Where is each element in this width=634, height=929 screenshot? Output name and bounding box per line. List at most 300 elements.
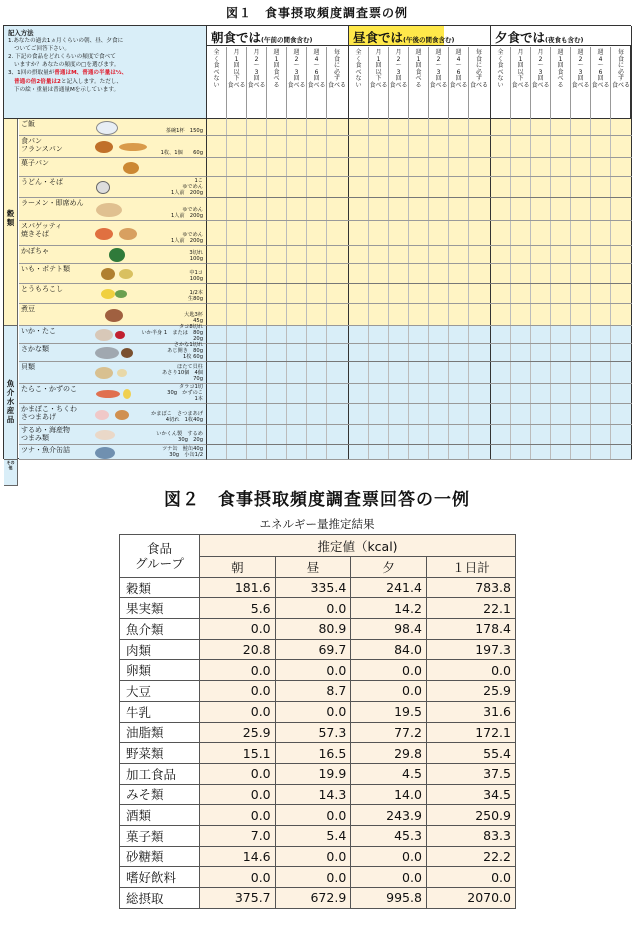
frequency-checkbox-cell[interactable] [591,264,611,283]
frequency-checkbox-cell[interactable] [369,362,389,383]
frequency-checkbox-cell[interactable] [327,177,349,197]
frequency-checkbox-cell[interactable] [247,264,267,283]
frequency-checkbox-cell[interactable] [611,326,632,343]
frequency-checkbox-cell[interactable] [409,136,429,157]
frequency-checkbox-cell[interactable] [531,326,551,343]
frequency-checkbox-cell[interactable] [227,304,247,325]
frequency-checkbox-cell[interactable] [531,264,551,283]
frequency-checkbox-cell[interactable] [551,362,571,383]
frequency-checkbox-cell[interactable] [469,246,491,263]
frequency-checkbox-cell[interactable] [287,284,307,303]
frequency-checkbox-cell[interactable] [287,344,307,361]
frequency-checkbox-cell[interactable] [267,445,287,459]
frequency-checkbox-cell[interactable] [409,404,429,424]
frequency-checkbox-cell[interactable] [287,198,307,220]
frequency-checkbox-cell[interactable] [511,221,531,245]
frequency-checkbox-cell[interactable] [531,136,551,157]
frequency-checkbox-cell[interactable] [409,198,429,220]
frequency-checkbox-cell[interactable] [531,404,551,424]
frequency-checkbox-cell[interactable] [409,304,429,325]
frequency-checkbox-cell[interactable] [449,246,469,263]
frequency-checkbox-cell[interactable] [409,284,429,303]
frequency-checkbox-cell[interactable] [207,246,227,263]
frequency-checkbox-cell[interactable] [307,198,327,220]
frequency-checkbox-cell[interactable] [469,136,491,157]
frequency-checkbox-cell[interactable] [327,284,349,303]
frequency-checkbox-cell[interactable] [491,362,511,383]
frequency-checkbox-cell[interactable] [307,246,327,263]
frequency-checkbox-cell[interactable] [491,119,511,135]
frequency-checkbox-cell[interactable] [247,445,267,459]
frequency-checkbox-cell[interactable] [287,384,307,403]
frequency-checkbox-cell[interactable] [327,158,349,176]
frequency-checkbox-cell[interactable] [531,246,551,263]
frequency-checkbox-cell[interactable] [511,264,531,283]
frequency-checkbox-cell[interactable] [247,425,267,444]
frequency-checkbox-cell[interactable] [469,284,491,303]
frequency-checkbox-cell[interactable] [591,136,611,157]
frequency-checkbox-cell[interactable] [591,221,611,245]
frequency-checkbox-cell[interactable] [349,246,369,263]
frequency-checkbox-cell[interactable] [571,158,591,176]
frequency-checkbox-cell[interactable] [267,362,287,383]
frequency-checkbox-cell[interactable] [511,198,531,220]
frequency-checkbox-cell[interactable] [287,326,307,343]
frequency-checkbox-cell[interactable] [409,425,429,444]
frequency-checkbox-cell[interactable] [207,445,227,459]
frequency-checkbox-cell[interactable] [611,136,632,157]
frequency-checkbox-cell[interactable] [591,362,611,383]
frequency-checkbox-cell[interactable] [491,177,511,197]
frequency-checkbox-cell[interactable] [267,136,287,157]
frequency-checkbox-cell[interactable] [591,344,611,361]
frequency-checkbox-cell[interactable] [369,177,389,197]
frequency-checkbox-cell[interactable] [389,344,409,361]
frequency-checkbox-cell[interactable] [429,425,449,444]
frequency-checkbox-cell[interactable] [227,425,247,444]
frequency-checkbox-cell[interactable] [449,158,469,176]
frequency-checkbox-cell[interactable] [287,136,307,157]
frequency-checkbox-cell[interactable] [369,119,389,135]
frequency-checkbox-cell[interactable] [571,425,591,444]
frequency-checkbox-cell[interactable] [389,404,409,424]
frequency-checkbox-cell[interactable] [429,246,449,263]
frequency-checkbox-cell[interactable] [287,362,307,383]
frequency-checkbox-cell[interactable] [571,304,591,325]
frequency-checkbox-cell[interactable] [469,445,491,459]
frequency-checkbox-cell[interactable] [491,404,511,424]
frequency-checkbox-cell[interactable] [409,119,429,135]
frequency-checkbox-cell[interactable] [247,119,267,135]
frequency-checkbox-cell[interactable] [349,425,369,444]
frequency-checkbox-cell[interactable] [307,384,327,403]
frequency-checkbox-cell[interactable] [327,119,349,135]
frequency-checkbox-cell[interactable] [409,384,429,403]
frequency-checkbox-cell[interactable] [247,136,267,157]
frequency-checkbox-cell[interactable] [409,264,429,283]
frequency-checkbox-cell[interactable] [267,119,287,135]
frequency-checkbox-cell[interactable] [449,425,469,444]
frequency-checkbox-cell[interactable] [207,304,227,325]
frequency-checkbox-cell[interactable] [247,362,267,383]
frequency-checkbox-cell[interactable] [511,445,531,459]
frequency-checkbox-cell[interactable] [591,404,611,424]
frequency-checkbox-cell[interactable] [611,264,632,283]
frequency-checkbox-cell[interactable] [327,198,349,220]
frequency-checkbox-cell[interactable] [511,136,531,157]
frequency-checkbox-cell[interactable] [409,158,429,176]
frequency-checkbox-cell[interactable] [469,326,491,343]
frequency-checkbox-cell[interactable] [227,284,247,303]
frequency-checkbox-cell[interactable] [591,326,611,343]
frequency-checkbox-cell[interactable] [287,158,307,176]
frequency-checkbox-cell[interactable] [349,304,369,325]
frequency-checkbox-cell[interactable] [409,362,429,383]
frequency-checkbox-cell[interactable] [511,362,531,383]
frequency-checkbox-cell[interactable] [429,221,449,245]
frequency-checkbox-cell[interactable] [611,404,632,424]
frequency-checkbox-cell[interactable] [551,404,571,424]
frequency-checkbox-cell[interactable] [369,221,389,245]
frequency-checkbox-cell[interactable] [571,136,591,157]
frequency-checkbox-cell[interactable] [551,384,571,403]
frequency-checkbox-cell[interactable] [429,158,449,176]
frequency-checkbox-cell[interactable] [491,136,511,157]
frequency-checkbox-cell[interactable] [287,264,307,283]
frequency-checkbox-cell[interactable] [571,264,591,283]
frequency-checkbox-cell[interactable] [469,362,491,383]
frequency-checkbox-cell[interactable] [429,136,449,157]
frequency-checkbox-cell[interactable] [287,119,307,135]
frequency-checkbox-cell[interactable] [247,384,267,403]
frequency-checkbox-cell[interactable] [369,344,389,361]
frequency-checkbox-cell[interactable] [611,221,632,245]
frequency-checkbox-cell[interactable] [531,158,551,176]
frequency-checkbox-cell[interactable] [227,264,247,283]
frequency-checkbox-cell[interactable] [491,246,511,263]
frequency-checkbox-cell[interactable] [449,198,469,220]
frequency-checkbox-cell[interactable] [571,344,591,361]
frequency-checkbox-cell[interactable] [491,304,511,325]
frequency-checkbox-cell[interactable] [429,177,449,197]
frequency-checkbox-cell[interactable] [429,304,449,325]
frequency-checkbox-cell[interactable] [307,284,327,303]
frequency-checkbox-cell[interactable] [227,404,247,424]
frequency-checkbox-cell[interactable] [511,344,531,361]
frequency-checkbox-cell[interactable] [389,136,409,157]
frequency-checkbox-cell[interactable] [389,221,409,245]
frequency-checkbox-cell[interactable] [469,221,491,245]
frequency-checkbox-cell[interactable] [369,326,389,343]
frequency-checkbox-cell[interactable] [551,158,571,176]
frequency-checkbox-cell[interactable] [571,246,591,263]
frequency-checkbox-cell[interactable] [207,119,227,135]
frequency-checkbox-cell[interactable] [267,158,287,176]
frequency-checkbox-cell[interactable] [327,136,349,157]
frequency-checkbox-cell[interactable] [349,362,369,383]
frequency-checkbox-cell[interactable] [247,158,267,176]
frequency-checkbox-cell[interactable] [369,198,389,220]
frequency-checkbox-cell[interactable] [389,119,409,135]
frequency-checkbox-cell[interactable] [287,445,307,459]
frequency-checkbox-cell[interactable] [349,198,369,220]
frequency-checkbox-cell[interactable] [429,445,449,459]
frequency-checkbox-cell[interactable] [551,264,571,283]
frequency-checkbox-cell[interactable] [429,326,449,343]
frequency-checkbox-cell[interactable] [551,177,571,197]
frequency-checkbox-cell[interactable] [369,284,389,303]
frequency-checkbox-cell[interactable] [449,221,469,245]
frequency-checkbox-cell[interactable] [227,445,247,459]
frequency-checkbox-cell[interactable] [207,264,227,283]
frequency-checkbox-cell[interactable] [207,326,227,343]
frequency-checkbox-cell[interactable] [409,177,429,197]
frequency-checkbox-cell[interactable] [491,384,511,403]
frequency-checkbox-cell[interactable] [307,136,327,157]
frequency-checkbox-cell[interactable] [207,344,227,361]
frequency-checkbox-cell[interactable] [287,221,307,245]
frequency-checkbox-cell[interactable] [449,304,469,325]
frequency-checkbox-cell[interactable] [327,384,349,403]
frequency-checkbox-cell[interactable] [307,177,327,197]
frequency-checkbox-cell[interactable] [389,177,409,197]
frequency-checkbox-cell[interactable] [389,158,409,176]
frequency-checkbox-cell[interactable] [369,246,389,263]
frequency-checkbox-cell[interactable] [551,344,571,361]
frequency-checkbox-cell[interactable] [571,119,591,135]
frequency-checkbox-cell[interactable] [369,158,389,176]
frequency-checkbox-cell[interactable] [227,326,247,343]
frequency-checkbox-cell[interactable] [369,425,389,444]
frequency-checkbox-cell[interactable] [611,198,632,220]
frequency-checkbox-cell[interactable] [369,445,389,459]
frequency-checkbox-cell[interactable] [389,284,409,303]
frequency-checkbox-cell[interactable] [511,284,531,303]
frequency-checkbox-cell[interactable] [327,264,349,283]
frequency-checkbox-cell[interactable] [307,445,327,459]
frequency-checkbox-cell[interactable] [287,425,307,444]
frequency-checkbox-cell[interactable] [207,158,227,176]
frequency-checkbox-cell[interactable] [429,384,449,403]
frequency-checkbox-cell[interactable] [491,264,511,283]
frequency-checkbox-cell[interactable] [611,246,632,263]
frequency-checkbox-cell[interactable] [389,264,409,283]
frequency-checkbox-cell[interactable] [327,304,349,325]
frequency-checkbox-cell[interactable] [369,136,389,157]
frequency-checkbox-cell[interactable] [571,384,591,403]
frequency-checkbox-cell[interactable] [469,384,491,403]
frequency-checkbox-cell[interactable] [307,264,327,283]
frequency-checkbox-cell[interactable] [531,119,551,135]
frequency-checkbox-cell[interactable] [571,445,591,459]
frequency-checkbox-cell[interactable] [207,384,227,403]
frequency-checkbox-cell[interactable] [611,445,632,459]
frequency-checkbox-cell[interactable] [389,384,409,403]
frequency-checkbox-cell[interactable] [287,177,307,197]
frequency-checkbox-cell[interactable] [429,344,449,361]
frequency-checkbox-cell[interactable] [227,119,247,135]
frequency-checkbox-cell[interactable] [491,198,511,220]
frequency-checkbox-cell[interactable] [327,362,349,383]
frequency-checkbox-cell[interactable] [369,404,389,424]
frequency-checkbox-cell[interactable] [307,304,327,325]
frequency-checkbox-cell[interactable] [369,384,389,403]
frequency-checkbox-cell[interactable] [611,425,632,444]
frequency-checkbox-cell[interactable] [551,326,571,343]
frequency-checkbox-cell[interactable] [449,384,469,403]
frequency-checkbox-cell[interactable] [389,425,409,444]
frequency-checkbox-cell[interactable] [429,119,449,135]
frequency-checkbox-cell[interactable] [469,158,491,176]
frequency-checkbox-cell[interactable] [327,246,349,263]
frequency-checkbox-cell[interactable] [571,221,591,245]
frequency-checkbox-cell[interactable] [469,177,491,197]
frequency-checkbox-cell[interactable] [307,425,327,444]
frequency-checkbox-cell[interactable] [227,384,247,403]
frequency-checkbox-cell[interactable] [267,425,287,444]
frequency-checkbox-cell[interactable] [429,404,449,424]
frequency-checkbox-cell[interactable] [531,445,551,459]
frequency-checkbox-cell[interactable] [227,136,247,157]
frequency-checkbox-cell[interactable] [551,246,571,263]
frequency-checkbox-cell[interactable] [247,177,267,197]
frequency-checkbox-cell[interactable] [511,158,531,176]
frequency-checkbox-cell[interactable] [511,119,531,135]
frequency-checkbox-cell[interactable] [409,344,429,361]
frequency-checkbox-cell[interactable] [227,158,247,176]
frequency-checkbox-cell[interactable] [207,136,227,157]
frequency-checkbox-cell[interactable] [531,362,551,383]
frequency-checkbox-cell[interactable] [389,445,409,459]
frequency-checkbox-cell[interactable] [531,344,551,361]
frequency-checkbox-cell[interactable] [267,384,287,403]
frequency-checkbox-cell[interactable] [267,246,287,263]
frequency-checkbox-cell[interactable] [247,344,267,361]
frequency-checkbox-cell[interactable] [469,404,491,424]
frequency-checkbox-cell[interactable] [349,119,369,135]
frequency-checkbox-cell[interactable] [247,284,267,303]
frequency-checkbox-cell[interactable] [207,198,227,220]
frequency-checkbox-cell[interactable] [267,284,287,303]
frequency-checkbox-cell[interactable] [611,362,632,383]
frequency-checkbox-cell[interactable] [611,344,632,361]
frequency-checkbox-cell[interactable] [491,158,511,176]
frequency-checkbox-cell[interactable] [611,284,632,303]
frequency-checkbox-cell[interactable] [227,221,247,245]
frequency-checkbox-cell[interactable] [349,136,369,157]
frequency-checkbox-cell[interactable] [491,284,511,303]
frequency-checkbox-cell[interactable] [531,198,551,220]
frequency-checkbox-cell[interactable] [267,264,287,283]
frequency-checkbox-cell[interactable] [429,198,449,220]
frequency-checkbox-cell[interactable] [349,445,369,459]
frequency-checkbox-cell[interactable] [389,362,409,383]
frequency-checkbox-cell[interactable] [227,246,247,263]
frequency-checkbox-cell[interactable] [307,326,327,343]
frequency-checkbox-cell[interactable] [207,362,227,383]
frequency-checkbox-cell[interactable] [409,221,429,245]
frequency-checkbox-cell[interactable] [369,304,389,325]
frequency-checkbox-cell[interactable] [349,284,369,303]
frequency-checkbox-cell[interactable] [591,445,611,459]
frequency-checkbox-cell[interactable] [207,425,227,444]
frequency-checkbox-cell[interactable] [307,404,327,424]
frequency-checkbox-cell[interactable] [469,198,491,220]
frequency-checkbox-cell[interactable] [531,221,551,245]
frequency-checkbox-cell[interactable] [227,198,247,220]
frequency-checkbox-cell[interactable] [611,158,632,176]
frequency-checkbox-cell[interactable] [591,304,611,325]
frequency-checkbox-cell[interactable] [449,362,469,383]
frequency-checkbox-cell[interactable] [449,119,469,135]
frequency-checkbox-cell[interactable] [227,362,247,383]
frequency-checkbox-cell[interactable] [571,284,591,303]
frequency-checkbox-cell[interactable] [551,304,571,325]
frequency-checkbox-cell[interactable] [551,221,571,245]
frequency-checkbox-cell[interactable] [267,326,287,343]
frequency-checkbox-cell[interactable] [551,425,571,444]
frequency-checkbox-cell[interactable] [267,198,287,220]
frequency-checkbox-cell[interactable] [469,304,491,325]
frequency-checkbox-cell[interactable] [531,284,551,303]
frequency-checkbox-cell[interactable] [247,404,267,424]
frequency-checkbox-cell[interactable] [531,425,551,444]
frequency-checkbox-cell[interactable] [449,284,469,303]
frequency-checkbox-cell[interactable] [511,304,531,325]
frequency-checkbox-cell[interactable] [571,404,591,424]
frequency-checkbox-cell[interactable] [349,404,369,424]
frequency-checkbox-cell[interactable] [247,326,267,343]
frequency-checkbox-cell[interactable] [591,246,611,263]
frequency-checkbox-cell[interactable] [449,344,469,361]
frequency-checkbox-cell[interactable] [469,344,491,361]
frequency-checkbox-cell[interactable] [327,221,349,245]
frequency-checkbox-cell[interactable] [307,362,327,383]
frequency-checkbox-cell[interactable] [591,425,611,444]
frequency-checkbox-cell[interactable] [511,384,531,403]
frequency-checkbox-cell[interactable] [247,304,267,325]
frequency-checkbox-cell[interactable] [449,404,469,424]
frequency-checkbox-cell[interactable] [449,445,469,459]
frequency-checkbox-cell[interactable] [511,246,531,263]
frequency-checkbox-cell[interactable] [611,304,632,325]
frequency-checkbox-cell[interactable] [491,344,511,361]
frequency-checkbox-cell[interactable] [307,221,327,245]
frequency-checkbox-cell[interactable] [469,264,491,283]
frequency-checkbox-cell[interactable] [409,326,429,343]
frequency-checkbox-cell[interactable] [551,445,571,459]
frequency-checkbox-cell[interactable] [409,445,429,459]
frequency-checkbox-cell[interactable] [267,344,287,361]
frequency-checkbox-cell[interactable] [247,221,267,245]
frequency-checkbox-cell[interactable] [287,246,307,263]
frequency-checkbox-cell[interactable] [591,198,611,220]
frequency-checkbox-cell[interactable] [349,158,369,176]
frequency-checkbox-cell[interactable] [349,344,369,361]
frequency-checkbox-cell[interactable] [349,384,369,403]
frequency-checkbox-cell[interactable] [389,326,409,343]
frequency-checkbox-cell[interactable] [349,326,369,343]
frequency-checkbox-cell[interactable] [349,264,369,283]
frequency-checkbox-cell[interactable] [551,284,571,303]
frequency-checkbox-cell[interactable] [247,198,267,220]
frequency-checkbox-cell[interactable] [449,177,469,197]
frequency-checkbox-cell[interactable] [469,119,491,135]
frequency-checkbox-cell[interactable] [327,425,349,444]
frequency-checkbox-cell[interactable] [591,284,611,303]
frequency-checkbox-cell[interactable] [267,177,287,197]
frequency-checkbox-cell[interactable] [449,136,469,157]
